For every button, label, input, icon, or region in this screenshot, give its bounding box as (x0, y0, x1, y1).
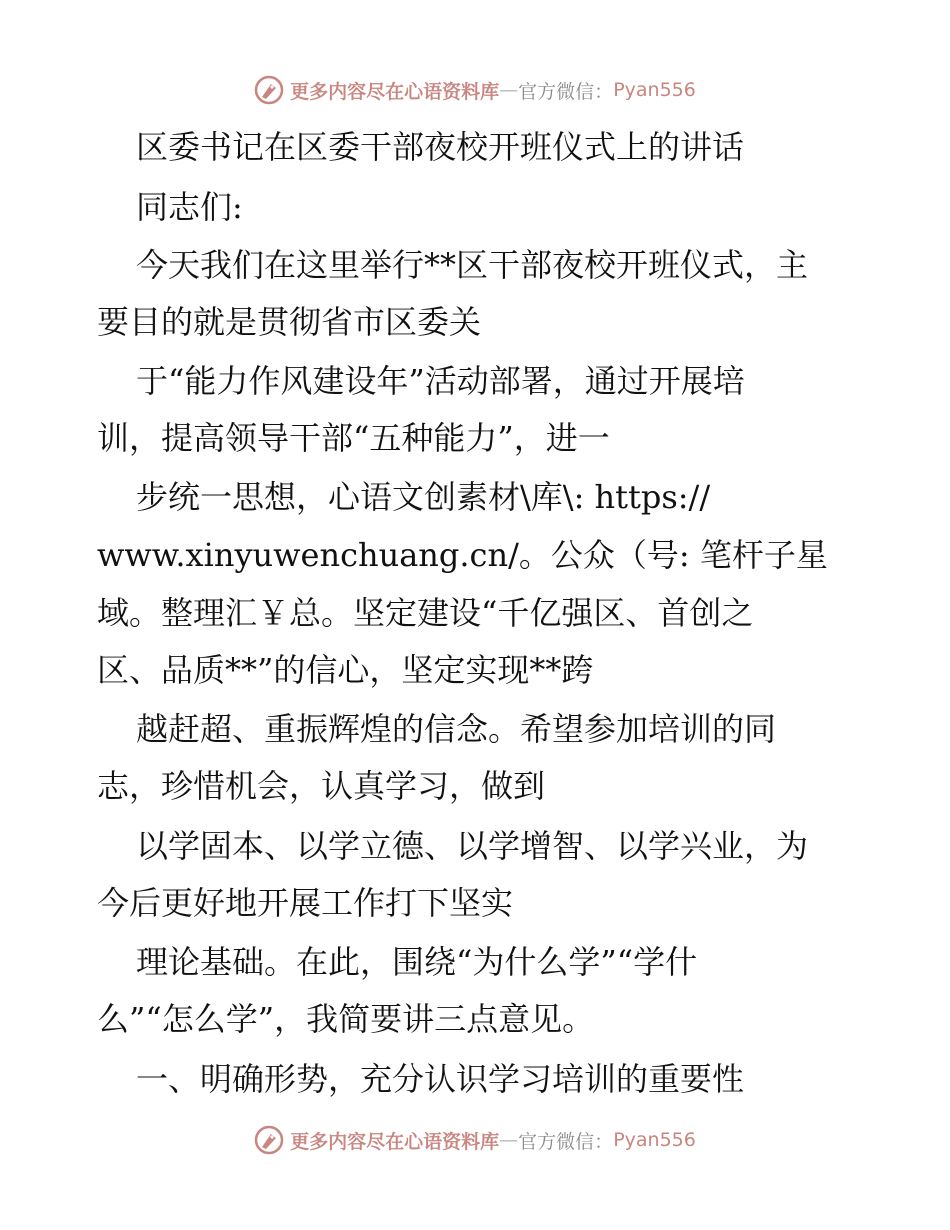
watermark-separator: — (499, 1129, 519, 1151)
text-line: 今天我们在这里举行**区干部夜校开班仪式，主 (136, 246, 809, 284)
text-line: 区、品质**”的信心，坚定实现**跨 (97, 651, 594, 689)
text-line: www.xinyuwenchuang.cn/。公众（号: 笔杆子星 (97, 536, 828, 574)
text-line: 要目的就是贯彻省市区委关 (97, 303, 482, 341)
salutation: 同志们: (136, 188, 243, 226)
text-line: 越赶超、重振辉煌的信念。希望参加培训的同 (136, 710, 777, 748)
text-line: 今后更好地开展工作打下坚实 (97, 884, 514, 922)
text-line: 理论基础。在此，围绕“为什么学”“学什 (136, 943, 698, 981)
text-line: 域。整理汇￥总。坚定建设“千亿强区、首创之 (97, 594, 754, 632)
text-line: 么”“怎么学”，我简要讲三点意见。 (97, 1000, 595, 1038)
watermark-official-label: 官方微信： (518, 1130, 614, 1153)
text-line: 志，珍惜机会，认真学习，做到 (97, 767, 546, 805)
text-line: 于“能力作风建设年”活动部署，通过开展培 (136, 362, 745, 400)
watermark-brand: 更多内容尽在心语资料库 (290, 80, 500, 103)
pen-nib-logo-icon (254, 1125, 284, 1155)
watermark-wechat-id: Pyan556 (613, 79, 696, 101)
footer-watermark (0, 1122, 950, 1158)
watermark-wechat-id: Pyan556 (613, 1129, 696, 1151)
watermark-official-label: 官方微信： (518, 80, 614, 103)
text-line: 以学固本、以学立德、以学增智、以学兴业，为 (136, 827, 809, 865)
text-line: 训，提高领导干部“五种能力”，进一 (97, 419, 610, 457)
document-title: 区委书记在区委干部夜校开班仪式上的讲话 (136, 128, 745, 166)
text-line: 步统一思想，心语文创素材\库\: https:// (136, 478, 711, 516)
watermark-separator: — (499, 79, 519, 101)
watermark-brand: 更多内容尽在心语资料库 (290, 1130, 500, 1153)
section-heading: 一、明确形势，充分认识学习培训的重要性 (136, 1060, 745, 1098)
